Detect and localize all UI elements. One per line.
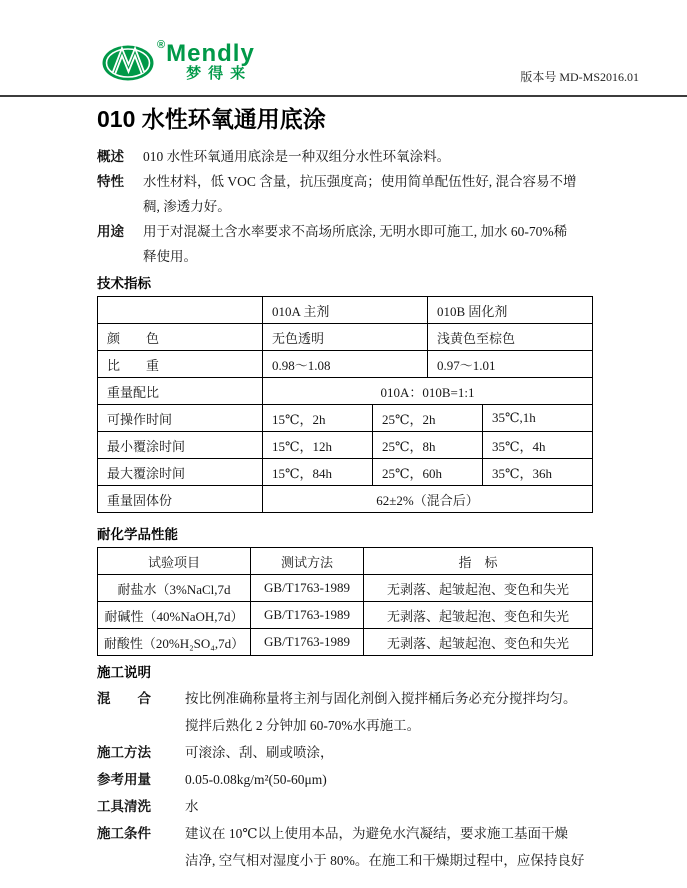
chem-salt-item-cell: 耐盐水（3%NaCl,7d: [98, 575, 251, 602]
page-header: [0, 0, 687, 96]
method-row: [97, 739, 592, 766]
application-heading: 施工说明: [97, 665, 151, 680]
overview-label: 概述: [97, 149, 124, 164]
max-recoat-row: [98, 459, 593, 486]
chem-resistance-table: [97, 547, 593, 656]
features-line-2: 稠, 渗透力好。: [143, 199, 231, 214]
solids-row: [98, 486, 593, 513]
chem-header-result-cell: 指 标: [364, 548, 593, 575]
conditions-line-2: 洁净, 空气相对湿度小于 80%。在施工和干燥期过程中，应保持良好: [185, 853, 585, 868]
solids-label-cell: 重量固体份: [98, 486, 263, 513]
gravity-row: [98, 351, 593, 378]
conditions-label: 施工条件: [97, 826, 151, 841]
mixing-row: [97, 685, 592, 739]
chem-acid-item-cell: 耐酸性（20%H₂SO₄,7d）: [98, 629, 251, 656]
version-label: 版本号 MD-MS2016.01: [520, 70, 639, 84]
method-label: 施工方法: [97, 745, 151, 760]
pot-life-35-cell: 35℃,1h: [483, 405, 593, 432]
chem-resistance-heading: 耐化学品性能: [97, 527, 178, 542]
chem-header-item-cell: 试验项目: [98, 548, 251, 575]
features-label: 特性: [97, 174, 124, 189]
chem-alkali-result-cell: 无剥落、起皱起泡、变色和失光: [364, 602, 593, 629]
color-a-cell: 无色透明: [263, 324, 428, 351]
pot-life-25-cell: 25℃，2h: [373, 405, 483, 432]
ratio-row: [98, 378, 593, 405]
gravity-b-cell: 0.97～1.01: [428, 351, 593, 378]
min-recoat-row: [98, 432, 593, 459]
chem-alkali-method-cell: GB/T1763-1989: [251, 602, 364, 629]
overview-text: 010 水性环氧通用底涂是一种双组分水性环氧涂料。: [143, 149, 451, 164]
min-recoat-35-cell: 35℃，4h: [483, 432, 593, 459]
mixing-label: 混 合: [97, 691, 151, 706]
pot-life-row: [98, 405, 593, 432]
solids-value-cell: 62±2%（混合后）: [263, 486, 593, 513]
max-recoat-35-cell: 35℃，36h: [483, 459, 593, 486]
chem-header-row: [98, 548, 593, 575]
ratio-value-cell: 010A：010B=1:1: [263, 378, 593, 405]
dosage-row: [97, 766, 592, 793]
pot-life-15-cell: 15℃，2h: [263, 405, 373, 432]
chem-salt-result-cell: 无剥落、起皱起泡、变色和失光: [364, 575, 593, 602]
conditions-row: [97, 820, 592, 874]
cleaning-row: [97, 793, 592, 820]
usage-label: 用途: [97, 224, 124, 239]
usage-line-1: 用于对混凝土含水率要求不高场所底涂, 无明水即可施工, 加水 60-70%稀: [143, 224, 568, 239]
chem-salt-method-cell: GB/T1763-1989: [251, 575, 364, 602]
brand-wordmark-cn: 梦得来: [186, 65, 253, 82]
max-recoat-15-cell: 15℃，84h: [263, 459, 373, 486]
chem-header-method-cell: 测试方法: [251, 548, 364, 575]
registered-icon: ®: [157, 39, 166, 51]
mixing-line-2: 搅拌后熟化 2 分钟加 60-70%水再施工。: [185, 718, 421, 733]
features-text: [143, 169, 592, 219]
page-title: 010 水性环氧通用底涂: [97, 106, 326, 132]
cleaning-text: 水: [185, 799, 199, 814]
conditions-line-1: 建议在 10℃以上使用本品，为避免水汽凝结，要求施工基面干燥: [185, 826, 568, 841]
tech-header-b-cell: 010B 固化剂: [428, 297, 593, 324]
features-row: [97, 169, 592, 219]
usage-line-2: 释使用。: [143, 249, 197, 264]
overview-row: [97, 144, 592, 169]
document-body: [0, 96, 687, 874]
tech-specs-heading: 技术指标: [97, 276, 151, 291]
chem-alkali-item-cell: 耐碱性（40%NaOH,7d）: [98, 602, 251, 629]
chem-acid-method-cell: GB/T1763-1989: [251, 629, 364, 656]
gravity-label-cell: 比 重: [98, 351, 263, 378]
usage-row: [97, 219, 592, 269]
mixing-line-1: 按比例准确称量将主剂与固化剂倒入搅拌桶后务必充分搅拌均匀。: [185, 691, 577, 706]
max-recoat-label-cell: 最大覆涂时间: [98, 459, 263, 486]
chem-acid-result-cell: 无剥落、起皱起泡、变色和失光: [364, 629, 593, 656]
cleaning-label: 工具清洗: [97, 799, 151, 814]
dosage-label: 参考用量: [97, 772, 151, 787]
gravity-a-cell: 0.98～1.08: [263, 351, 428, 378]
min-recoat-15-cell: 15℃，12h: [263, 432, 373, 459]
color-row: [98, 324, 593, 351]
chem-row-acid: [98, 629, 593, 656]
mixing-text: [185, 685, 592, 739]
min-recoat-label-cell: 最小覆涂时间: [98, 432, 263, 459]
tech-header-empty-cell: [98, 297, 263, 324]
brand-wordmark: Mendly: [166, 40, 255, 67]
tech-header-row: [98, 297, 593, 324]
usage-text: [143, 219, 592, 269]
chem-row-alkali: [98, 602, 593, 629]
chem-row-salt: [98, 575, 593, 602]
conditions-text: [185, 820, 592, 874]
ratio-label-cell: 重量配比: [98, 378, 263, 405]
color-b-cell: 浅黄色至棕色: [428, 324, 593, 351]
brand-logo: [102, 39, 255, 82]
tech-specs-table: [97, 296, 593, 513]
max-recoat-25-cell: 25℃，60h: [373, 459, 483, 486]
tech-header-a-cell: 010A 主剂: [263, 297, 428, 324]
brand-wordmark-group: [166, 40, 255, 82]
dosage-text: 0.05-0.08kg/m²(50-60μm): [185, 772, 327, 787]
pot-life-label-cell: 可操作时间: [98, 405, 263, 432]
features-line-1: 水性材料，低 VOC 含量，抗压强度高；使用简单配伍性好, 混合容易不增: [143, 174, 577, 189]
method-text: 可滚涂、刮、刷或喷涂，: [185, 745, 334, 760]
min-recoat-25-cell: 25℃，8h: [373, 432, 483, 459]
mendly-logo-icon: [102, 42, 156, 82]
color-label-cell: 颜 色: [98, 324, 263, 351]
header-rule: [0, 95, 687, 97]
